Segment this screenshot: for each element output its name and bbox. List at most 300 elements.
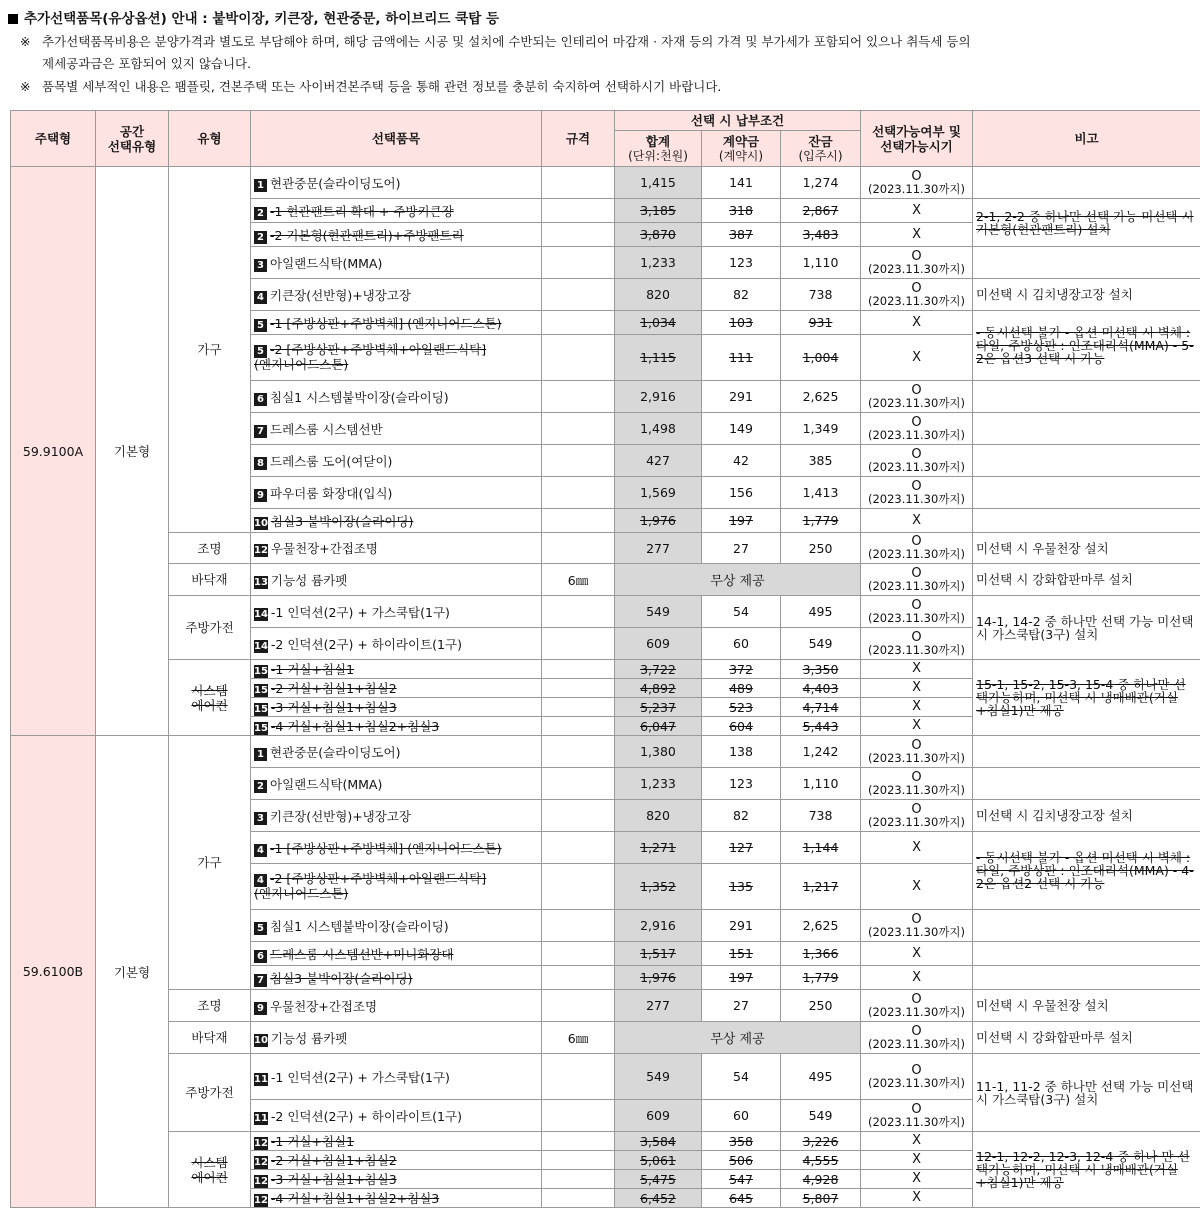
remark-cell	[973, 942, 1200, 966]
availability-mark: O	[911, 534, 922, 549]
total-cell	[615, 413, 702, 445]
spec-cell	[542, 1054, 615, 1100]
total-value: 1,380	[640, 744, 676, 759]
contract-value: 127	[729, 840, 753, 855]
notes-heading	[8, 8, 1192, 31]
balance-cell	[781, 966, 861, 990]
availability-mark: O	[911, 446, 922, 462]
note-text: 품목별 세부적인 내용은 팸플릿, 견본주택 또는 사이버견본주택 등을 통해 관련 정보를 충분히 숙지하여 선택하시기 바랍니다.	[42, 78, 722, 94]
total-value: 1,415	[640, 175, 676, 190]
total-cell	[615, 679, 702, 698]
item-name: -2 [주방상판+주방벽체+아일랜드식탁] (엔지니어드스톤)	[254, 871, 487, 901]
contract-value: 135	[729, 879, 753, 894]
spec-cell	[542, 966, 615, 990]
spec-cell	[542, 247, 615, 279]
total-cell	[615, 1189, 702, 1208]
availability-period: (2023.11.30까지)	[867, 293, 966, 308]
availability-cell	[861, 247, 973, 279]
total-cell	[615, 335, 702, 381]
availability-cell	[861, 768, 973, 800]
availability-cell	[861, 628, 973, 660]
contract-cell	[702, 199, 781, 223]
contract-cell	[702, 1054, 781, 1100]
item-number-badge: 5	[254, 922, 267, 935]
availability-period: (2023.11.30까지)	[867, 261, 966, 276]
total-value: 1,976	[640, 513, 676, 528]
item-cell	[251, 966, 542, 990]
category-cell: 바닥재	[169, 1022, 251, 1054]
item-cell	[251, 1132, 542, 1151]
balance-cell	[781, 717, 861, 736]
item-cell	[251, 736, 542, 768]
spec-cell: 6㎜	[542, 1022, 615, 1054]
item-number-badge: 4	[254, 291, 267, 304]
total-value: 609	[646, 1108, 670, 1123]
balance-cell	[781, 477, 861, 509]
item-name: 키큰장(선반형)+냉장고장	[270, 808, 411, 824]
availability-mark: O	[911, 248, 922, 264]
availability-mark: X	[912, 1190, 921, 1205]
item-number-badge: 2	[254, 231, 267, 244]
item-number-badge: 2	[254, 207, 267, 220]
balance-cell	[781, 736, 861, 768]
contract-cell	[702, 864, 781, 910]
contract-value: 358	[729, 1133, 753, 1149]
availability-period: (2023.11.30까지)	[867, 427, 966, 442]
contract-value: 54	[733, 1069, 749, 1084]
item-name: -3 거실+침실1+침실3	[270, 1172, 397, 1187]
remark-cell: - 동시선택 불가 - 옵션 미선택 시 벽체 : 타일, 주방상판 : 인조대리석(MMA) - 4-2은 옵션2 선택 시 가능	[973, 832, 1200, 910]
item-cell	[251, 832, 542, 864]
item-name: -4 거실+침실1+침실2+침실3	[270, 719, 440, 734]
contract-value: 82	[733, 287, 749, 302]
category-cell: 조명	[169, 990, 251, 1022]
item-number-badge: 7	[254, 974, 267, 987]
availability-period: (2023.11.30까지)	[867, 491, 966, 506]
spec-cell	[542, 1170, 615, 1189]
total-value: 6,452	[640, 1190, 676, 1206]
balance-cell	[781, 1189, 861, 1208]
total-cell	[615, 279, 702, 311]
item-name: 우물천장+간접조명	[270, 541, 378, 556]
contract-cell	[702, 1189, 781, 1208]
item-number-badge: 6	[254, 950, 267, 963]
item-name: 키큰장(선반형)+냉장고장	[270, 287, 411, 303]
total-value: 609	[646, 636, 670, 651]
availability-cell	[861, 1022, 973, 1054]
remark-cell	[973, 910, 1200, 942]
item-cell	[251, 223, 542, 247]
contract-value: 27	[733, 998, 749, 1013]
item-number-badge: 12	[254, 545, 268, 556]
contract-cell	[702, 381, 781, 413]
contract-cell	[702, 679, 781, 698]
table-row	[11, 1022, 1200, 1054]
item-name: 우물천장+간접조명	[270, 998, 378, 1014]
remark-cell	[973, 445, 1200, 477]
total-value: 277	[646, 998, 670, 1013]
item-name: 침실1 시스템붙박이장(슬라이딩)	[270, 389, 449, 405]
availability-mark: X	[912, 969, 921, 985]
total-value: 3,584	[640, 1133, 676, 1149]
availability-mark: X	[912, 1133, 921, 1148]
balance-value: 1,349	[802, 421, 839, 436]
table-row	[11, 596, 1200, 628]
availability-mark: O	[911, 1023, 922, 1039]
note-line-1	[8, 31, 1192, 54]
balance-value: 1,242	[802, 744, 839, 759]
availability-cell	[861, 335, 973, 381]
item-number-badge: 11	[254, 1073, 268, 1085]
balance-cell	[781, 223, 861, 247]
item-cell	[251, 800, 542, 832]
contract-cell	[702, 311, 781, 335]
item-number-badge: 7	[254, 425, 267, 438]
availability-mark: O	[911, 478, 922, 494]
spec-cell	[542, 910, 615, 942]
contract-value: 387	[729, 227, 753, 242]
availability-cell	[861, 533, 973, 564]
total-cell	[615, 1151, 702, 1170]
contract-value: 523	[729, 699, 753, 715]
category-cell: 가구	[169, 167, 251, 533]
item-number-badge: 10	[254, 1034, 268, 1046]
notes	[0, 0, 1200, 98]
contract-value: 318	[729, 203, 753, 218]
contract-value: 103	[729, 315, 753, 330]
table-row	[11, 1132, 1200, 1151]
balance-value: 4,928	[802, 1171, 839, 1187]
balance-cell	[781, 1170, 861, 1189]
item-cell	[251, 509, 542, 533]
item-name: 기능성 륨카펫	[270, 572, 348, 588]
balance-value: 1,110	[802, 255, 839, 270]
item-number-badge: 4	[254, 874, 267, 887]
spec-cell	[542, 800, 615, 832]
item-name: -2 인덕션(2구) + 하이라이트(1구)	[270, 1108, 462, 1124]
item-name: -3 거실+침실1+침실3	[270, 700, 397, 715]
item-cell	[251, 413, 542, 445]
balance-value: 5,807	[802, 1190, 839, 1206]
total-cell	[615, 1100, 702, 1132]
item-number-badge: 13	[254, 576, 268, 588]
availability-mark: X	[912, 314, 921, 330]
item-name: 아일랜드식탁(MMA)	[270, 776, 383, 792]
spec-cell	[542, 477, 615, 509]
header-item: 선택품목	[251, 111, 542, 167]
balance-label: 잔금	[808, 133, 833, 149]
item-cell	[251, 247, 542, 279]
item-number-badge: 12	[254, 1195, 268, 1206]
remark-cell	[973, 413, 1200, 445]
total-value: 2,916	[640, 389, 676, 404]
item-name: -2 거실+침실1+침실2	[270, 1153, 397, 1168]
remark-cell	[973, 736, 1200, 768]
spec-cell	[542, 768, 615, 800]
item-number-badge: 3	[254, 812, 267, 825]
remark-cell: 미선택 시 강화합판마루 설치	[973, 564, 1200, 596]
total-cell	[615, 942, 702, 966]
spec-cell	[542, 533, 615, 564]
availability-cell	[861, 966, 973, 990]
total-cell	[615, 832, 702, 864]
item-cell	[251, 564, 542, 596]
item-number-badge: 6	[254, 393, 267, 406]
contract-cell	[702, 1170, 781, 1189]
contract-cell	[702, 717, 781, 736]
remark-cell	[973, 247, 1200, 279]
availability-mark: X	[912, 661, 921, 676]
item-name: -1 거실+침실1	[270, 1134, 355, 1149]
item-cell	[251, 596, 542, 628]
item-cell	[251, 1170, 542, 1189]
contract-value: 60	[733, 636, 749, 651]
availability-period: (2023.11.30까지)	[867, 924, 966, 939]
total-cell	[615, 1170, 702, 1189]
spec-cell	[542, 698, 615, 717]
item-cell	[251, 717, 542, 736]
free-provided-cell: 무상 제공	[615, 564, 861, 596]
balance-cell	[781, 596, 861, 628]
availability-cell	[861, 1151, 973, 1170]
balance-value: 3,350	[802, 661, 839, 677]
balance-cell	[781, 990, 861, 1022]
availability-mark: X	[912, 202, 921, 218]
contract-value: 372	[729, 661, 753, 677]
total-cell	[615, 1054, 702, 1100]
balance-cell	[781, 509, 861, 533]
item-cell	[251, 660, 542, 679]
total-cell	[615, 247, 702, 279]
contract-value: 156	[729, 485, 753, 500]
category-cell: 바닥재	[169, 564, 251, 596]
item-number-badge: 15	[254, 685, 268, 696]
header-remark: 비고	[973, 111, 1200, 167]
availability-period: (2023.11.30까지)	[867, 750, 966, 765]
availability-cell	[861, 717, 973, 736]
item-cell	[251, 1054, 542, 1100]
item-cell	[251, 910, 542, 942]
contract-value: 42	[733, 453, 749, 468]
item-number-badge: 11	[254, 1112, 268, 1124]
remark-cell	[973, 381, 1200, 413]
contract-value: 82	[733, 808, 749, 823]
item-name: 침실3 붙박이장(슬라이딩)	[270, 513, 414, 529]
total-cell	[615, 990, 702, 1022]
item-cell	[251, 381, 542, 413]
balance-value: 5,443	[802, 718, 839, 734]
availability-cell	[861, 279, 973, 311]
total-value: 1,233	[640, 255, 676, 270]
contract-cell	[702, 477, 781, 509]
balance-value: 1,779	[802, 970, 839, 985]
total-cell	[615, 698, 702, 717]
note-text: 제세공과금은 포함되어 있지 않습니다.	[42, 56, 252, 72]
availability-mark: X	[912, 226, 921, 242]
availability-cell	[861, 1100, 973, 1132]
spec-cell	[542, 223, 615, 247]
category-cell: 가구	[169, 736, 251, 990]
availability-cell	[861, 698, 973, 717]
balance-value: 931	[808, 315, 833, 330]
remark-cell	[973, 966, 1200, 990]
total-cell	[615, 1132, 702, 1151]
header-balance	[781, 131, 861, 167]
balance-value: 549	[808, 636, 833, 651]
item-name: 침실3 붙박이장(슬라이딩)	[270, 970, 413, 986]
spec-cell	[542, 509, 615, 533]
balance-cell	[781, 628, 861, 660]
total-cell	[615, 864, 702, 910]
balance-cell	[781, 167, 861, 199]
total-label: 합계	[645, 133, 671, 149]
availability-cell	[861, 509, 973, 533]
contract-value: 489	[729, 680, 753, 696]
remark-cell: 미선택 시 강화합판마루 설치	[973, 1022, 1200, 1054]
balance-cell	[781, 199, 861, 223]
item-name: 드레스룸 시스템선반+미니화장대	[270, 946, 454, 962]
total-value: 427	[646, 453, 670, 468]
item-name: -4 거실+침실1+침실2+침실3	[270, 1191, 440, 1206]
square-bullet-icon	[8, 14, 18, 24]
note-line-1b	[8, 53, 1192, 76]
availability-mark: X	[912, 1171, 921, 1186]
item-name: -1 인덕션(2구) + 가스쿡탑(1구)	[270, 1069, 450, 1085]
total-value: 3,185	[640, 203, 676, 218]
availability-period: (2023.11.30까지)	[867, 1004, 966, 1019]
availability-mark: X	[912, 1152, 921, 1167]
availability-mark: O	[911, 991, 922, 1007]
spec-cell	[542, 167, 615, 199]
balance-cell	[781, 768, 861, 800]
availability-period: (2023.11.30까지)	[867, 1114, 966, 1129]
availability-mark: X	[912, 349, 921, 365]
header-space-type: 공간 선택유형	[96, 111, 169, 167]
balance-cell	[781, 832, 861, 864]
total-cell	[615, 509, 702, 533]
remark-cell: 15-1, 15-2, 15-3, 15-4 중 하나만 선택가능하며, 미선택 시 냉매배관(거실+침실1)만 제공	[973, 660, 1200, 736]
remark-cell: 미선택 시 우물천장 설치	[973, 990, 1200, 1022]
contract-value: 123	[729, 255, 753, 270]
contract-cell	[702, 1100, 781, 1132]
availability-cell	[861, 1189, 973, 1208]
item-cell	[251, 1189, 542, 1208]
availability-mark: O	[911, 911, 922, 927]
balance-value: 1,144	[802, 840, 839, 855]
total-cell	[615, 660, 702, 679]
balance-cell	[781, 533, 861, 564]
availability-period: (2023.11.30까지)	[867, 1075, 966, 1090]
balance-value: 1,217	[802, 879, 839, 894]
total-cell	[615, 445, 702, 477]
availability-cell	[861, 311, 973, 335]
remark-cell: 미선택 시 김치냉장고장 설치	[973, 279, 1200, 311]
availability-period: (2023.11.30까지)	[867, 578, 966, 593]
availability-cell	[861, 910, 973, 942]
item-name: 파우더룸 화장대(입식)	[270, 485, 393, 501]
remark-cell: 미선택 시 우물천장 설치	[973, 533, 1200, 564]
balance-value: 495	[808, 1069, 833, 1084]
contract-value: 60	[733, 1108, 749, 1123]
item-name: 현관중문(슬라이딩도어)	[270, 744, 401, 760]
contract-cell	[702, 660, 781, 679]
table-body	[11, 167, 1200, 1208]
header-availability: 선택가능여부 및 선택가능시기	[861, 111, 973, 167]
balance-value: 4,555	[802, 1152, 839, 1168]
spec-cell	[542, 199, 615, 223]
note-mark: ※	[20, 78, 31, 94]
availability-mark: O	[911, 801, 922, 817]
remark-cell: 미선택 시 김치냉장고장 설치	[973, 800, 1200, 832]
item-number-badge: 15	[254, 704, 268, 715]
item-number-badge: 2	[254, 780, 267, 793]
item-number-badge: 1	[254, 748, 267, 761]
availability-cell	[861, 1170, 973, 1189]
balance-cell	[781, 942, 861, 966]
item-name: 드레스룸 도어(여닫이)	[270, 453, 393, 469]
contract-value: 138	[729, 744, 753, 759]
availability-mark: O	[911, 629, 922, 645]
category-cell: 시스템 에어컨	[169, 1132, 251, 1208]
spec-cell	[542, 1132, 615, 1151]
remark-cell	[973, 167, 1200, 199]
spec-cell	[542, 413, 615, 445]
balance-value: 2,867	[802, 203, 839, 218]
contract-cell	[702, 1151, 781, 1170]
item-number-badge: 12	[254, 1157, 268, 1168]
spec-cell	[542, 1151, 615, 1170]
availability-mark: O	[911, 565, 922, 581]
item-number-badge: 8	[254, 457, 267, 470]
total-cell	[615, 167, 702, 199]
availability-cell	[861, 832, 973, 864]
spec-cell	[542, 679, 615, 698]
item-name: -2 인덕션(2구) + 하이라이트(1구)	[270, 636, 462, 652]
item-cell	[251, 1100, 542, 1132]
contract-cell	[702, 698, 781, 717]
contract-cell	[702, 533, 781, 564]
spec-cell	[542, 596, 615, 628]
availability-period: (2023.11.30까지)	[867, 782, 966, 797]
contract-cell	[702, 768, 781, 800]
balance-value: 738	[808, 808, 833, 823]
contract-value: 197	[729, 970, 753, 985]
item-name: -1 현관팬트리 확대 + 주방키큰장	[270, 203, 454, 219]
balance-cell	[781, 1054, 861, 1100]
item-name: 아일랜드식탁(MMA)	[270, 255, 383, 271]
availability-cell	[861, 679, 973, 698]
total-value: 820	[646, 808, 670, 823]
table-row	[11, 660, 1200, 679]
total-cell	[615, 477, 702, 509]
item-name: -1 인덕션(2구) + 가스쿡탑(1구)	[270, 604, 450, 620]
balance-cell	[781, 247, 861, 279]
spec-cell	[542, 660, 615, 679]
balance-value: 549	[808, 1108, 833, 1123]
availability-mark: X	[912, 945, 921, 961]
availability-cell	[861, 564, 973, 596]
availability-mark: O	[911, 1062, 922, 1078]
item-name: -1 거실+침실1	[270, 662, 355, 677]
contract-cell	[702, 942, 781, 966]
item-name: 침실1 시스템붙박이장(슬라이딩)	[270, 918, 449, 934]
availability-cell	[861, 381, 973, 413]
contract-cell	[702, 167, 781, 199]
remark-cell: - 동시선택 불가 - 옵션 미선택 시 벽체 : 타일, 주방상판 : 인조대리석(MMA) - 5-2은 옵션3 선택 시 가능	[973, 311, 1200, 381]
availability-period: (2023.11.30까지)	[867, 1036, 966, 1051]
total-value: 5,237	[640, 699, 676, 715]
total-value: 549	[646, 1069, 670, 1084]
